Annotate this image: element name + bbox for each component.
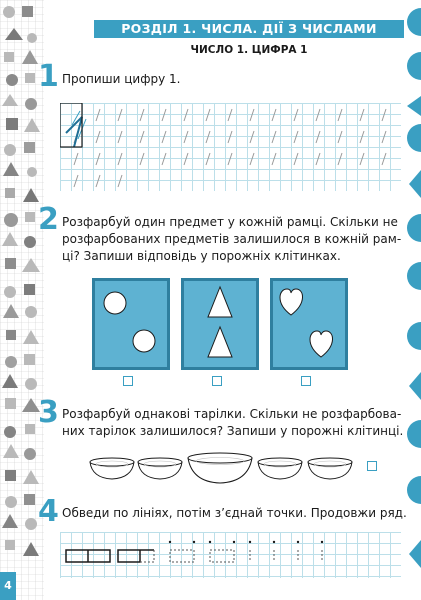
task-2-line-2: розфарбованих предметів залишилося в кожній рам- [62,232,402,246]
section-title: РОЗДІЛ 1. ЧИСЛА. ДІЇ З ЧИСЛАМИ [94,20,404,38]
plates-row[interactable] [88,448,368,488]
frame-hearts [270,278,348,370]
digit-one-guide [206,153,210,165]
heart-icon[interactable] [273,281,345,367]
digit-one-guide [338,131,342,143]
digit-one-guide [338,109,342,121]
frame-circles [92,278,170,370]
digit-one-guide [118,153,122,165]
digit-one-guide [382,109,386,121]
digit-one-guide [118,131,122,143]
digit-one-guide [382,131,386,143]
task-number-3: 3 [38,395,59,430]
digit-one-guide [250,109,254,121]
digit-one-guide [382,153,386,165]
digit-one-guide [74,175,78,187]
digit-one-guide [118,109,122,121]
digit-one-guide [338,153,342,165]
frame-triangles [181,278,259,370]
digit-one-guide [206,131,210,143]
digit-one-guide [316,131,320,143]
digit-one-guide [184,153,188,165]
page-number: 4 [0,572,16,600]
digit-one-guide [184,131,188,143]
task-number-2: 2 [38,202,59,237]
digit-one-guide [272,109,276,121]
digit-one-guide [250,131,254,143]
answer-box-triangles[interactable] [212,376,222,386]
answer-box-plates[interactable] [367,461,377,471]
digit-one-guide [316,153,320,165]
digit-one-guide [140,109,144,121]
digit-one-guide [272,131,276,143]
digit-one-guide [206,109,210,121]
digit-one-guide [228,109,232,121]
trace-pattern [60,532,404,580]
lesson-subtitle: ЧИСЛО 1. ЦИФРА 1 [190,44,308,56]
circle-icon[interactable] [95,281,167,367]
digit-one-guide [294,153,298,165]
digit-one-guide [294,131,298,143]
digit-one-guide [162,153,166,165]
answer-box-hearts[interactable] [301,376,311,386]
task-3-line-2: них тарілок залишилося? Запиши у порожні клітинці. [62,424,404,438]
digit-one-guide [162,109,166,121]
task-1-text: Пропиши цифру 1. [62,72,181,86]
digit-one-guide [294,109,298,121]
digit-one-guide [140,153,144,165]
task-4-text: Обведи по лініях, потім з’єднай точки. Продовжи ряд. [62,506,407,520]
task-2-line-3: ці? Запиши відповідь у порожніх клітинках. [62,249,341,263]
digit-one-guide [316,109,320,121]
digit-one-samples [60,103,404,193]
digit-one-guide [272,153,276,165]
triangle-icon[interactable] [184,281,256,367]
digit-one-guide [360,131,364,143]
task-number-4: 4 [38,494,59,529]
digit-one-guide [184,109,188,121]
digit-one-guide [228,153,232,165]
digit-one-guide [140,131,144,143]
digit-one-guide [360,109,364,121]
digit-one-guide [162,131,166,143]
digit-one-guide [96,175,100,187]
digit-one-guide [250,153,254,165]
digit-one-guide [228,131,232,143]
task-number-1: 1 [38,59,59,94]
digit-one-guide [74,153,78,165]
answer-box-circles[interactable] [123,376,133,386]
digit-one-guide [96,109,100,121]
digit-one-guide [96,153,100,165]
task-2-line-1: Розфарбуй один предмет у кожній рамці. Скільки не [62,215,398,229]
digit-one-guide [96,131,100,143]
digit-one-guide [118,175,122,187]
digit-one-guide [360,153,364,165]
task-3-line-1: Розфарбуй однакові тарілки. Скільки не розфарбова- [62,407,402,421]
